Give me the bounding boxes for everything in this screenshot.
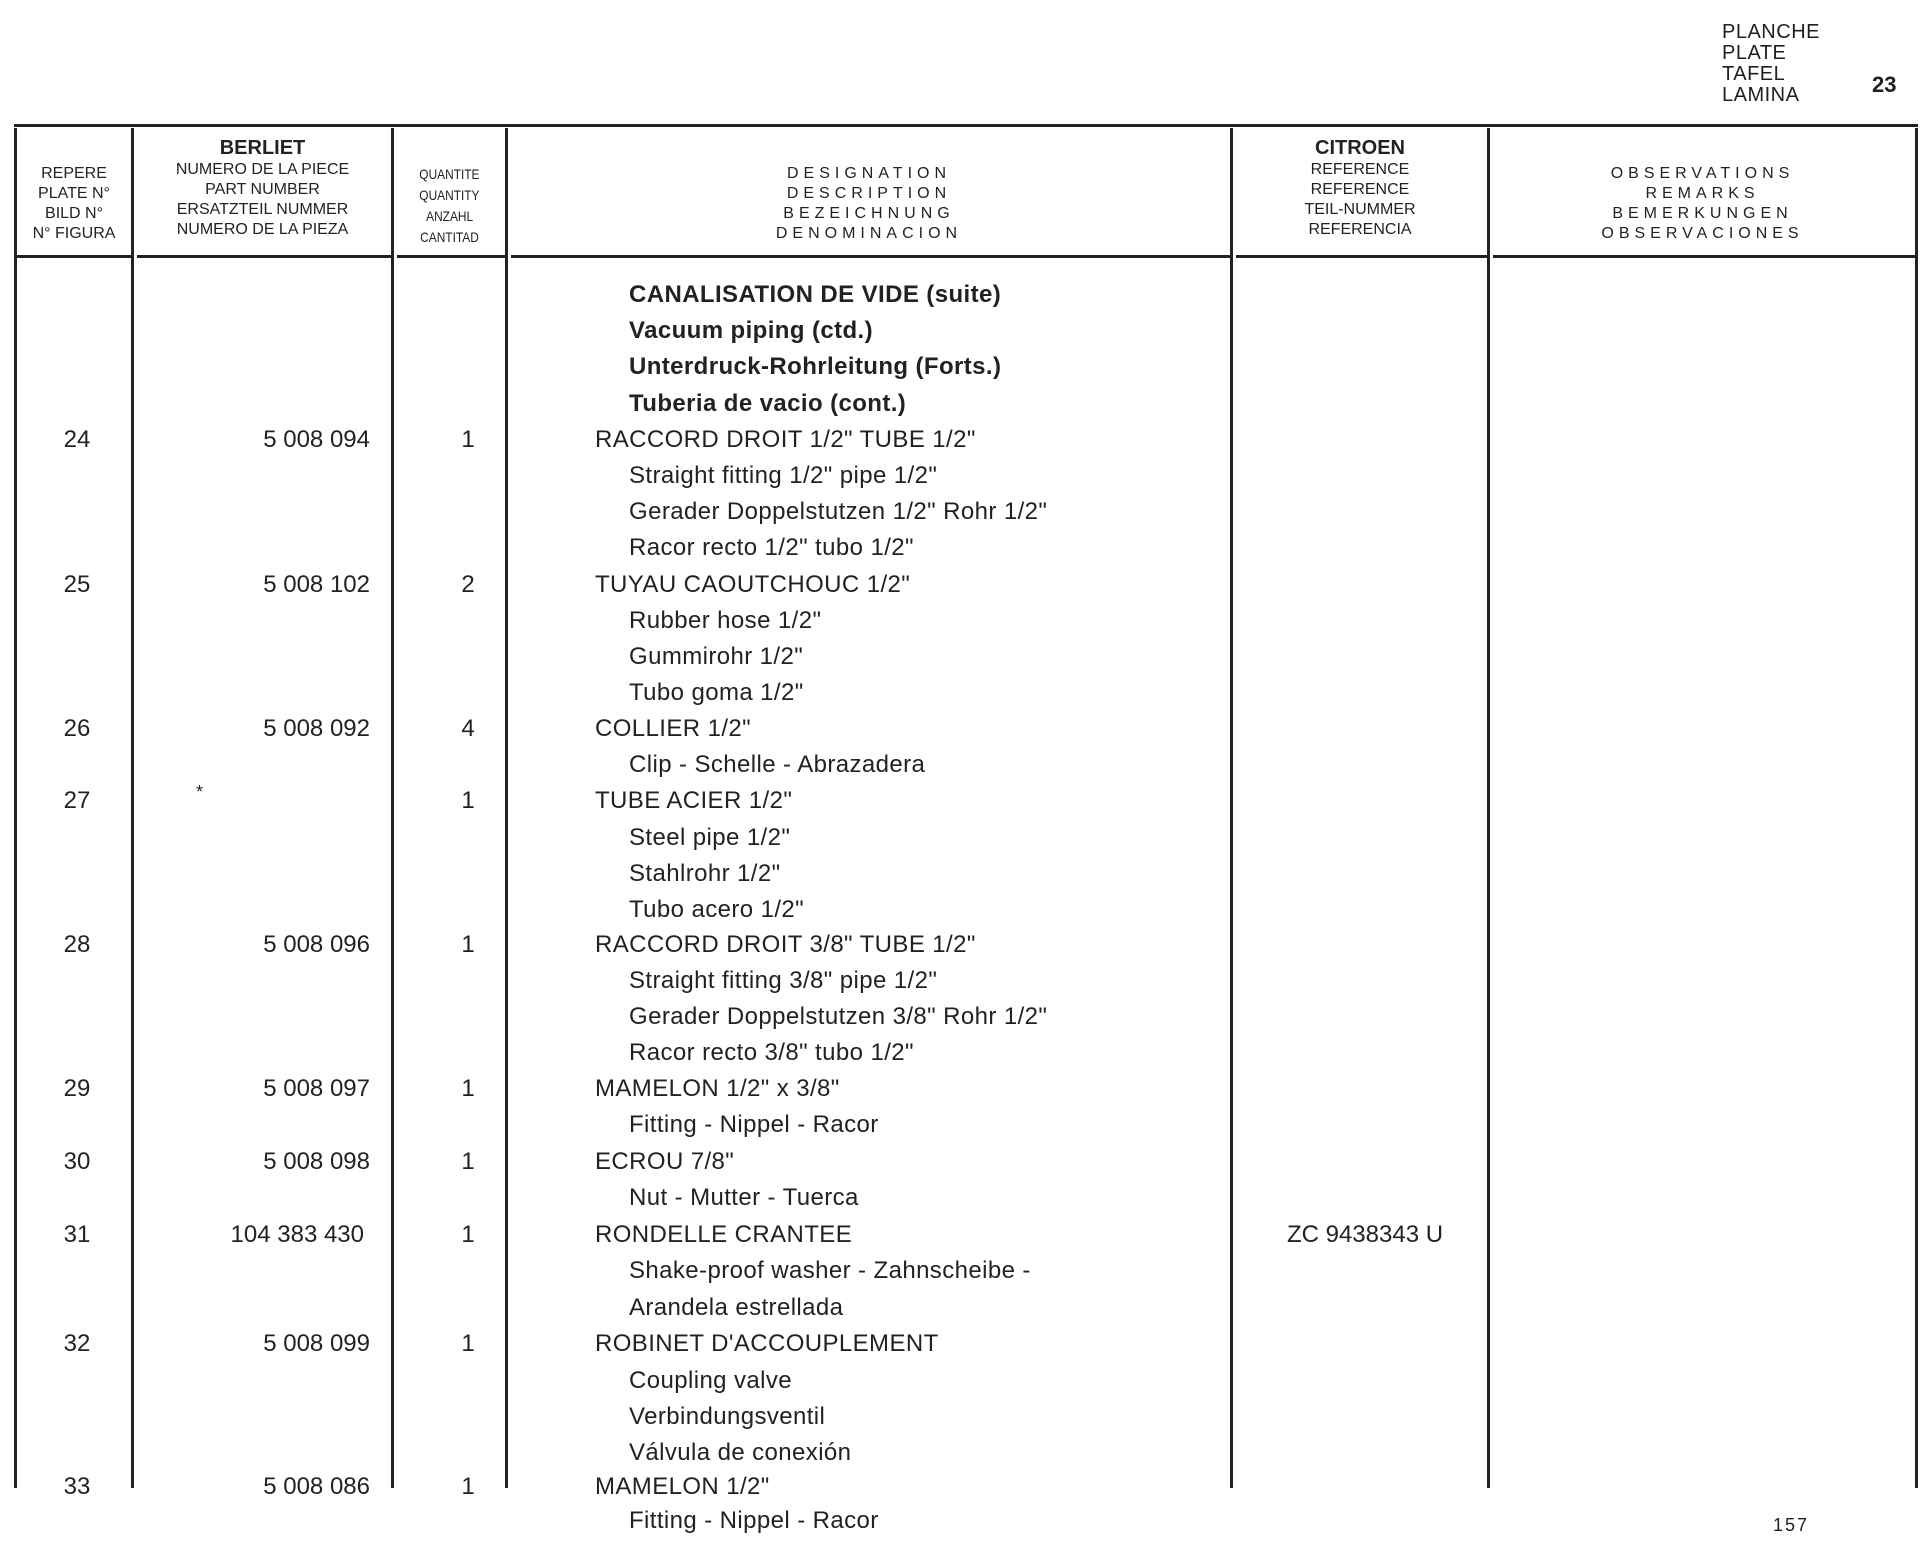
header-berliet-line: ERSATZTEIL NUMMER bbox=[176, 201, 349, 218]
column-divider bbox=[1915, 128, 1918, 1488]
header-ref-line: PLATE N° bbox=[38, 185, 110, 202]
section-heading-line: Vacuum piping (ctd.) bbox=[629, 317, 874, 344]
row-translation: Válvula de conexión bbox=[629, 1439, 852, 1466]
plate-label: PLANCHE bbox=[1722, 21, 1820, 43]
header-underline bbox=[397, 255, 506, 258]
table-top-border bbox=[14, 124, 1918, 127]
row-ref: 27 bbox=[63, 787, 91, 814]
header-underline bbox=[137, 255, 392, 258]
row-designation: RACCORD DROIT 1/2" TUBE 1/2" bbox=[595, 426, 976, 453]
row-translation: Straight fitting 1/2" pipe 1/2" bbox=[629, 462, 938, 489]
row-designation: ROBINET D'ACCOUPLEMENT bbox=[595, 1330, 939, 1357]
header-citroen-line: REFERENCE bbox=[1310, 181, 1410, 198]
row-translation: Racor recto 3/8" tubo 1/2" bbox=[629, 1039, 914, 1066]
row-translation: Fitting - Nippel - Racor bbox=[629, 1111, 879, 1138]
row-translation: Gummirohr 1/2" bbox=[629, 643, 804, 670]
row-ref: 25 bbox=[63, 571, 91, 598]
header-designation-line: DESCRIPTION bbox=[786, 185, 952, 202]
section-heading-line: CANALISATION DE VIDE (suite) bbox=[629, 281, 1002, 308]
header-ref-line: BILD N° bbox=[45, 205, 103, 222]
row-translation: Steel pipe 1/2" bbox=[629, 824, 791, 851]
row-designation: MAMELON 1/2" bbox=[595, 1473, 770, 1500]
row-quantity: 1 bbox=[461, 1330, 475, 1357]
row-part-number: 5 008 099 bbox=[263, 1330, 370, 1357]
row-quantity: 2 bbox=[461, 571, 475, 598]
row-translation: Shake-proof washer - Zahnscheibe - bbox=[629, 1257, 1031, 1284]
header-underline bbox=[1493, 255, 1918, 258]
row-part-number: 5 008 098 bbox=[263, 1148, 370, 1175]
row-ref: 32 bbox=[63, 1330, 91, 1357]
row-ref: 26 bbox=[63, 715, 91, 742]
page-number: 157 bbox=[1773, 1515, 1810, 1535]
row-ref: 33 bbox=[63, 1473, 91, 1500]
header-observations-line: OBSERVATIONS bbox=[1610, 165, 1795, 182]
row-translation: Gerader Doppelstutzen 1/2" Rohr 1/2" bbox=[629, 498, 1048, 525]
section-heading-line: Tuberia de vacio (cont.) bbox=[629, 390, 907, 417]
column-divider bbox=[391, 128, 394, 1488]
row-designation: TUBE ACIER 1/2" bbox=[595, 787, 793, 814]
row-quantity: 1 bbox=[461, 931, 475, 958]
header-berliet-line: NUMERO DE LA PIEZA bbox=[176, 221, 349, 238]
row-translation: Verbindungsventil bbox=[629, 1403, 826, 1430]
row-designation: COLLIER 1/2" bbox=[595, 715, 752, 742]
header-citroen-line: TEIL-NUMMER bbox=[1304, 201, 1416, 218]
row-quantity: 1 bbox=[461, 787, 475, 814]
row-designation: RACCORD DROIT 3/8" TUBE 1/2" bbox=[595, 931, 976, 958]
row-quantity: 4 bbox=[461, 715, 475, 742]
header-underline bbox=[1236, 255, 1488, 258]
row-designation: RONDELLE CRANTEE bbox=[595, 1221, 853, 1248]
header-qty-line: QUANTITE bbox=[419, 166, 480, 182]
header-qty-line: QUANTITY bbox=[419, 187, 480, 203]
row-part-number: 5 008 097 bbox=[263, 1075, 370, 1102]
row-quantity: 1 bbox=[461, 1221, 475, 1248]
header-underline bbox=[511, 255, 1231, 258]
row-quantity: 1 bbox=[461, 426, 475, 453]
row-translation: Gerader Doppelstutzen 3/8" Rohr 1/2" bbox=[629, 1003, 1048, 1030]
header-berliet-line: NUMERO DE LA PIECE bbox=[175, 161, 350, 178]
header-designation bbox=[508, 164, 1230, 244]
row-ref: 29 bbox=[63, 1075, 91, 1102]
column-divider bbox=[14, 128, 17, 1488]
row-translation: Tubo goma 1/2" bbox=[629, 679, 804, 706]
row-designation: ECROU 7/8" bbox=[595, 1148, 735, 1175]
plate-label: PLATE bbox=[1722, 42, 1787, 64]
row-part-number: 5 008 102 bbox=[263, 571, 370, 598]
header-qty-line: CANTITAD bbox=[420, 229, 479, 245]
column-divider bbox=[1487, 128, 1490, 1488]
row-designation: TUYAU CAOUTCHOUC 1/2" bbox=[595, 571, 911, 598]
header-citroen-title: CITROEN bbox=[1315, 137, 1405, 159]
row-quantity: 1 bbox=[461, 1148, 475, 1175]
header-qty bbox=[394, 164, 505, 248]
row-part-number: 104 383 430 bbox=[230, 1221, 364, 1248]
header-berliet-line: PART NUMBER bbox=[205, 181, 320, 198]
row-part-number: 5 008 086 bbox=[263, 1473, 370, 1500]
row-part-number: 5 008 096 bbox=[263, 931, 370, 958]
row-translation: Rubber hose 1/2" bbox=[629, 607, 822, 634]
header-berliet bbox=[134, 136, 391, 240]
header-observations-line: REMARKS bbox=[1645, 185, 1760, 202]
row-translation: Arandela estrellada bbox=[629, 1294, 844, 1321]
header-berliet-title: BERLIET bbox=[219, 137, 306, 159]
row-designation: MAMELON 1/2" x 3/8" bbox=[595, 1075, 840, 1102]
row-part-number: * bbox=[196, 782, 204, 802]
column-divider bbox=[1230, 128, 1233, 1488]
row-ref: 31 bbox=[63, 1221, 91, 1248]
row-translation: Nut - Mutter - Tuerca bbox=[629, 1184, 859, 1211]
row-quantity: 1 bbox=[461, 1473, 475, 1500]
plate-number: 23 bbox=[1872, 72, 1897, 97]
row-ref: 28 bbox=[63, 931, 91, 958]
row-ref: 30 bbox=[63, 1148, 91, 1175]
header-citroen-line: REFERENCIA bbox=[1308, 221, 1412, 238]
row-citroen-reference: ZC 9438343 U bbox=[1286, 1221, 1444, 1248]
row-translation: Straight fitting 3/8" pipe 1/2" bbox=[629, 967, 938, 994]
header-qty-line: ANZAHL bbox=[426, 208, 473, 224]
plate-label: LAMINA bbox=[1722, 84, 1800, 106]
header-designation-line: DESIGNATION bbox=[786, 165, 952, 182]
row-part-number: 5 008 092 bbox=[263, 715, 370, 742]
row-translation: Fitting - Nippel - Racor bbox=[629, 1507, 879, 1534]
header-ref-line: N° FIGURA bbox=[32, 225, 116, 242]
header-underline bbox=[14, 255, 132, 258]
header-citroen-line: REFERENCE bbox=[1310, 161, 1410, 178]
row-ref: 24 bbox=[63, 426, 91, 453]
row-translation: Tubo acero 1/2" bbox=[629, 896, 805, 923]
header-designation-line: DENOMINACION bbox=[775, 225, 963, 242]
row-translation: Coupling valve bbox=[629, 1367, 793, 1394]
section-heading-line: Unterdruck-Rohrleitung (Forts.) bbox=[629, 353, 1002, 380]
row-translation: Clip - Schelle - Abrazadera bbox=[629, 751, 926, 778]
row-translation: Racor recto 1/2" tubo 1/2" bbox=[629, 534, 914, 561]
header-ref-line: REPERE bbox=[41, 165, 107, 182]
header-observations bbox=[1490, 164, 1915, 244]
row-part-number: 5 008 094 bbox=[263, 426, 370, 453]
header-citroen bbox=[1233, 136, 1487, 240]
header-observations-line: BEMERKUNGEN bbox=[1612, 205, 1793, 222]
row-quantity: 1 bbox=[461, 1075, 475, 1102]
header-designation-line: BEZEICHNUNG bbox=[783, 205, 955, 222]
plate-label: TAFEL bbox=[1722, 63, 1786, 85]
plate-labels bbox=[1722, 22, 1820, 106]
header-ref bbox=[17, 164, 131, 244]
header-observations-line: OBSERVACIONES bbox=[1601, 225, 1804, 242]
row-translation: Stahlrohr 1/2" bbox=[629, 860, 781, 887]
